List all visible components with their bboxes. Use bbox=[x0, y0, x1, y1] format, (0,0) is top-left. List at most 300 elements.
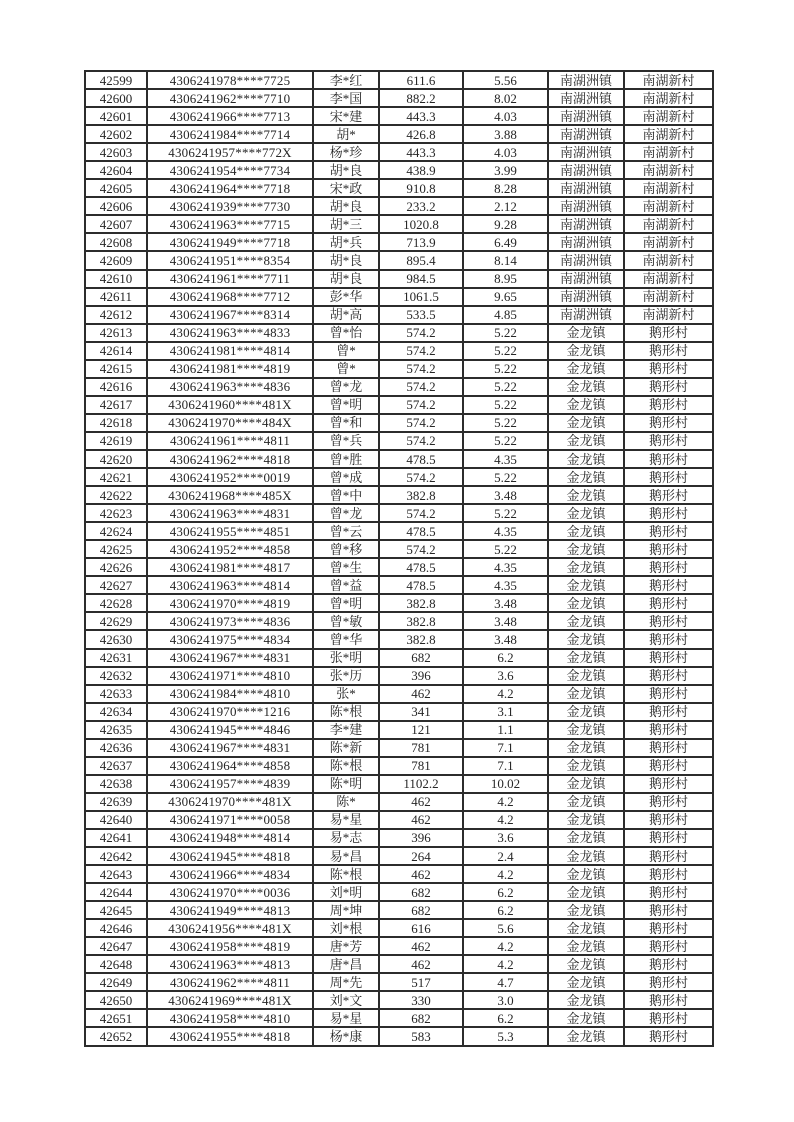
cell-town: 南湖洲镇 bbox=[548, 251, 624, 269]
cell-id-number: 4306241966****7713 bbox=[147, 107, 313, 125]
cell-id-number: 4306241967****4831 bbox=[147, 649, 313, 667]
table-row bbox=[85, 360, 713, 378]
cell-land-area: 3.1 bbox=[463, 703, 548, 721]
cell-village: 南湖新村 bbox=[624, 71, 713, 89]
cell-serial-number: 42628 bbox=[85, 594, 147, 612]
cell-serial-number: 42599 bbox=[85, 71, 147, 89]
cell-land-area: 6.49 bbox=[463, 233, 548, 251]
cell-town: 金龙镇 bbox=[548, 919, 624, 937]
cell-id-number: 4306241962****4811 bbox=[147, 973, 313, 991]
cell-land-area: 4.35 bbox=[463, 450, 548, 468]
cell-serial-number: 42637 bbox=[85, 757, 147, 775]
cell-subsidy-amount: 478.5 bbox=[379, 576, 463, 594]
cell-serial-number: 42602 bbox=[85, 125, 147, 143]
cell-subsidy-amount: 396 bbox=[379, 667, 463, 685]
cell-town: 金龙镇 bbox=[548, 594, 624, 612]
cell-land-area: 3.88 bbox=[463, 125, 548, 143]
cell-masked-name: 刘*文 bbox=[313, 991, 379, 1009]
cell-town: 金龙镇 bbox=[548, 883, 624, 901]
cell-subsidy-amount: 478.5 bbox=[379, 450, 463, 468]
table-row bbox=[85, 251, 713, 269]
cell-town: 金龙镇 bbox=[548, 432, 624, 450]
cell-town: 金龙镇 bbox=[548, 540, 624, 558]
cell-land-area: 4.2 bbox=[463, 685, 548, 703]
cell-land-area: 3.6 bbox=[463, 829, 548, 847]
cell-id-number: 4306241951****8354 bbox=[147, 251, 313, 269]
table-row bbox=[85, 955, 713, 973]
cell-serial-number: 42631 bbox=[85, 649, 147, 667]
cell-id-number: 4306241967****4831 bbox=[147, 739, 313, 757]
cell-village: 鹅形村 bbox=[624, 432, 713, 450]
cell-village: 鹅形村 bbox=[624, 793, 713, 811]
cell-town: 金龙镇 bbox=[548, 973, 624, 991]
cell-masked-name: 曾*中 bbox=[313, 486, 379, 504]
cell-id-number: 4306241952****0019 bbox=[147, 468, 313, 486]
cell-town: 金龙镇 bbox=[548, 847, 624, 865]
cell-town: 金龙镇 bbox=[548, 865, 624, 883]
cell-masked-name: 彭*华 bbox=[313, 288, 379, 306]
cell-masked-name: 曾*兵 bbox=[313, 432, 379, 450]
cell-id-number: 4306241952****4858 bbox=[147, 540, 313, 558]
cell-town: 金龙镇 bbox=[548, 811, 624, 829]
cell-serial-number: 42630 bbox=[85, 630, 147, 648]
cell-village: 南湖新村 bbox=[624, 270, 713, 288]
cell-serial-number: 42619 bbox=[85, 432, 147, 450]
cell-town: 南湖洲镇 bbox=[548, 179, 624, 197]
cell-id-number: 4306241945****4846 bbox=[147, 721, 313, 739]
cell-id-number: 4306241975****4834 bbox=[147, 630, 313, 648]
cell-id-number: 4306241973****4836 bbox=[147, 612, 313, 630]
cell-serial-number: 42649 bbox=[85, 973, 147, 991]
cell-subsidy-amount: 984.5 bbox=[379, 270, 463, 288]
cell-subsidy-amount: 882.2 bbox=[379, 89, 463, 107]
cell-serial-number: 42604 bbox=[85, 161, 147, 179]
cell-land-area: 4.2 bbox=[463, 811, 548, 829]
cell-id-number: 4306241956****481X bbox=[147, 919, 313, 937]
cell-masked-name: 曾*胜 bbox=[313, 450, 379, 468]
cell-subsidy-amount: 443.3 bbox=[379, 143, 463, 161]
cell-id-number: 4306241984****4810 bbox=[147, 685, 313, 703]
cell-masked-name: 刘*根 bbox=[313, 919, 379, 937]
table-row bbox=[85, 901, 713, 919]
table-row bbox=[85, 1027, 713, 1046]
cell-subsidy-amount: 574.2 bbox=[379, 378, 463, 396]
cell-masked-name: 李*国 bbox=[313, 89, 379, 107]
cell-village: 鹅形村 bbox=[624, 991, 713, 1009]
cell-id-number: 4306241971****0058 bbox=[147, 811, 313, 829]
cell-serial-number: 42606 bbox=[85, 197, 147, 215]
cell-masked-name: 杨*康 bbox=[313, 1027, 379, 1046]
table-row bbox=[85, 793, 713, 811]
cell-serial-number: 42634 bbox=[85, 703, 147, 721]
cell-subsidy-amount: 682 bbox=[379, 1009, 463, 1027]
cell-town: 金龙镇 bbox=[548, 486, 624, 504]
cell-land-area: 5.56 bbox=[463, 71, 548, 89]
cell-land-area: 4.2 bbox=[463, 865, 548, 883]
cell-masked-name: 李*建 bbox=[313, 721, 379, 739]
cell-serial-number: 42651 bbox=[85, 1009, 147, 1027]
table-row bbox=[85, 540, 713, 558]
cell-town: 金龙镇 bbox=[548, 414, 624, 432]
cell-masked-name: 易*星 bbox=[313, 1009, 379, 1027]
cell-id-number: 4306241963****4813 bbox=[147, 955, 313, 973]
cell-village: 鹅形村 bbox=[624, 414, 713, 432]
cell-id-number: 4306241978****7725 bbox=[147, 71, 313, 89]
cell-serial-number: 42618 bbox=[85, 414, 147, 432]
cell-village: 鹅形村 bbox=[624, 847, 713, 865]
cell-masked-name: 易*星 bbox=[313, 811, 379, 829]
cell-serial-number: 42643 bbox=[85, 865, 147, 883]
cell-masked-name: 陈*根 bbox=[313, 757, 379, 775]
cell-town: 金龙镇 bbox=[548, 396, 624, 414]
cell-land-area: 5.22 bbox=[463, 378, 548, 396]
cell-subsidy-amount: 233.2 bbox=[379, 197, 463, 215]
cell-village: 南湖新村 bbox=[624, 161, 713, 179]
table-row bbox=[85, 288, 713, 306]
cell-id-number: 4306241966****4834 bbox=[147, 865, 313, 883]
cell-serial-number: 42641 bbox=[85, 829, 147, 847]
cell-land-area: 4.35 bbox=[463, 576, 548, 594]
cell-land-area: 5.22 bbox=[463, 324, 548, 342]
cell-village: 鹅形村 bbox=[624, 937, 713, 955]
cell-land-area: 8.28 bbox=[463, 179, 548, 197]
cell-id-number: 4306241949****7718 bbox=[147, 233, 313, 251]
cell-subsidy-amount: 781 bbox=[379, 757, 463, 775]
cell-town: 金龙镇 bbox=[548, 576, 624, 594]
cell-serial-number: 42620 bbox=[85, 450, 147, 468]
cell-village: 鹅形村 bbox=[624, 739, 713, 757]
cell-masked-name: 宋*建 bbox=[313, 107, 379, 125]
cell-masked-name: 曾*华 bbox=[313, 630, 379, 648]
cell-masked-name: 胡*良 bbox=[313, 161, 379, 179]
cell-subsidy-amount: 616 bbox=[379, 919, 463, 937]
cell-subsidy-amount: 396 bbox=[379, 829, 463, 847]
cell-land-area: 1.1 bbox=[463, 721, 548, 739]
cell-serial-number: 42645 bbox=[85, 901, 147, 919]
table-row bbox=[85, 414, 713, 432]
table-row bbox=[85, 324, 713, 342]
table-row bbox=[85, 197, 713, 215]
table-row bbox=[85, 89, 713, 107]
cell-town: 南湖洲镇 bbox=[548, 233, 624, 251]
cell-id-number: 4306241960****481X bbox=[147, 396, 313, 414]
cell-village: 鹅形村 bbox=[624, 1009, 713, 1027]
cell-id-number: 4306241957****4839 bbox=[147, 775, 313, 793]
cell-serial-number: 42601 bbox=[85, 107, 147, 125]
table-row bbox=[85, 847, 713, 865]
cell-subsidy-amount: 382.8 bbox=[379, 630, 463, 648]
cell-masked-name: 曾*益 bbox=[313, 576, 379, 594]
cell-id-number: 4306241967****8314 bbox=[147, 306, 313, 324]
table-row bbox=[85, 630, 713, 648]
cell-serial-number: 42652 bbox=[85, 1027, 147, 1046]
records-table bbox=[84, 70, 714, 1047]
cell-town: 金龙镇 bbox=[548, 1027, 624, 1046]
cell-id-number: 4306241955****4818 bbox=[147, 1027, 313, 1046]
cell-serial-number: 42650 bbox=[85, 991, 147, 1009]
cell-land-area: 4.85 bbox=[463, 306, 548, 324]
table-row bbox=[85, 396, 713, 414]
table-row bbox=[85, 721, 713, 739]
table-row bbox=[85, 270, 713, 288]
cell-village: 鹅形村 bbox=[624, 324, 713, 342]
cell-land-area: 4.35 bbox=[463, 522, 548, 540]
cell-subsidy-amount: 462 bbox=[379, 685, 463, 703]
cell-serial-number: 42646 bbox=[85, 919, 147, 937]
cell-village: 鹅形村 bbox=[624, 342, 713, 360]
cell-village: 鹅形村 bbox=[624, 649, 713, 667]
cell-village: 鹅形村 bbox=[624, 757, 713, 775]
cell-town: 金龙镇 bbox=[548, 1009, 624, 1027]
cell-id-number: 4306241969****481X bbox=[147, 991, 313, 1009]
cell-subsidy-amount: 574.2 bbox=[379, 360, 463, 378]
cell-village: 鹅形村 bbox=[624, 576, 713, 594]
cell-serial-number: 42624 bbox=[85, 522, 147, 540]
cell-town: 南湖洲镇 bbox=[548, 125, 624, 143]
cell-subsidy-amount: 781 bbox=[379, 739, 463, 757]
cell-land-area: 9.65 bbox=[463, 288, 548, 306]
table-row bbox=[85, 703, 713, 721]
cell-town: 南湖洲镇 bbox=[548, 215, 624, 233]
cell-town: 金龙镇 bbox=[548, 468, 624, 486]
cell-village: 南湖新村 bbox=[624, 179, 713, 197]
cell-subsidy-amount: 583 bbox=[379, 1027, 463, 1046]
cell-masked-name: 胡*良 bbox=[313, 197, 379, 215]
cell-land-area: 5.22 bbox=[463, 342, 548, 360]
cell-town: 金龙镇 bbox=[548, 630, 624, 648]
cell-village: 鹅形村 bbox=[624, 396, 713, 414]
cell-serial-number: 42627 bbox=[85, 576, 147, 594]
cell-town: 金龙镇 bbox=[548, 937, 624, 955]
table-row bbox=[85, 143, 713, 161]
table-row bbox=[85, 522, 713, 540]
cell-serial-number: 42625 bbox=[85, 540, 147, 558]
cell-subsidy-amount: 1020.8 bbox=[379, 215, 463, 233]
cell-land-area: 7.1 bbox=[463, 739, 548, 757]
cell-subsidy-amount: 462 bbox=[379, 937, 463, 955]
cell-town: 金龙镇 bbox=[548, 991, 624, 1009]
cell-masked-name: 杨*珍 bbox=[313, 143, 379, 161]
cell-town: 南湖洲镇 bbox=[548, 89, 624, 107]
cell-id-number: 4306241955****4851 bbox=[147, 522, 313, 540]
table-row bbox=[85, 306, 713, 324]
cell-masked-name: 周*坤 bbox=[313, 901, 379, 919]
cell-serial-number: 42608 bbox=[85, 233, 147, 251]
cell-subsidy-amount: 574.2 bbox=[379, 540, 463, 558]
cell-subsidy-amount: 462 bbox=[379, 955, 463, 973]
cell-masked-name: 曾*龙 bbox=[313, 378, 379, 396]
cell-serial-number: 42633 bbox=[85, 685, 147, 703]
cell-masked-name: 唐*芳 bbox=[313, 937, 379, 955]
cell-land-area: 5.22 bbox=[463, 504, 548, 522]
cell-id-number: 4306241961****7711 bbox=[147, 270, 313, 288]
cell-town: 南湖洲镇 bbox=[548, 161, 624, 179]
cell-village: 鹅形村 bbox=[624, 450, 713, 468]
cell-masked-name: 陈*明 bbox=[313, 775, 379, 793]
cell-masked-name: 宋*政 bbox=[313, 179, 379, 197]
cell-masked-name: 张* bbox=[313, 685, 379, 703]
table-row bbox=[85, 450, 713, 468]
cell-id-number: 4306241963****4814 bbox=[147, 576, 313, 594]
cell-town: 南湖洲镇 bbox=[548, 197, 624, 215]
cell-land-area: 3.99 bbox=[463, 161, 548, 179]
cell-serial-number: 42632 bbox=[85, 667, 147, 685]
cell-subsidy-amount: 574.2 bbox=[379, 432, 463, 450]
cell-serial-number: 42609 bbox=[85, 251, 147, 269]
cell-subsidy-amount: 264 bbox=[379, 847, 463, 865]
cell-serial-number: 42607 bbox=[85, 215, 147, 233]
cell-subsidy-amount: 462 bbox=[379, 811, 463, 829]
cell-id-number: 4306241963****4836 bbox=[147, 378, 313, 396]
cell-id-number: 4306241939****7730 bbox=[147, 197, 313, 215]
cell-village: 鹅形村 bbox=[624, 667, 713, 685]
cell-village: 南湖新村 bbox=[624, 288, 713, 306]
cell-town: 南湖洲镇 bbox=[548, 107, 624, 125]
cell-id-number: 4306241984****7714 bbox=[147, 125, 313, 143]
cell-serial-number: 42638 bbox=[85, 775, 147, 793]
cell-subsidy-amount: 478.5 bbox=[379, 522, 463, 540]
table-row bbox=[85, 594, 713, 612]
cell-land-area: 5.6 bbox=[463, 919, 548, 937]
cell-subsidy-amount: 574.2 bbox=[379, 468, 463, 486]
cell-subsidy-amount: 574.2 bbox=[379, 504, 463, 522]
cell-subsidy-amount: 574.2 bbox=[379, 414, 463, 432]
table-row bbox=[85, 125, 713, 143]
cell-town: 南湖洲镇 bbox=[548, 288, 624, 306]
table-row bbox=[85, 342, 713, 360]
cell-town: 金龙镇 bbox=[548, 721, 624, 739]
table-row bbox=[85, 757, 713, 775]
cell-land-area: 6.2 bbox=[463, 883, 548, 901]
cell-id-number: 4306241949****4813 bbox=[147, 901, 313, 919]
cell-subsidy-amount: 330 bbox=[379, 991, 463, 1009]
cell-id-number: 4306241958****4819 bbox=[147, 937, 313, 955]
cell-id-number: 4306241964****4858 bbox=[147, 757, 313, 775]
table-row bbox=[85, 558, 713, 576]
cell-town: 金龙镇 bbox=[548, 775, 624, 793]
table-row bbox=[85, 504, 713, 522]
cell-serial-number: 42621 bbox=[85, 468, 147, 486]
cell-id-number: 4306241970****1216 bbox=[147, 703, 313, 721]
cell-masked-name: 曾*敏 bbox=[313, 612, 379, 630]
cell-land-area: 4.2 bbox=[463, 793, 548, 811]
table-row bbox=[85, 883, 713, 901]
cell-id-number: 4306241964****7718 bbox=[147, 179, 313, 197]
cell-masked-name: 易*志 bbox=[313, 829, 379, 847]
cell-land-area: 6.2 bbox=[463, 1009, 548, 1027]
cell-id-number: 4306241970****484X bbox=[147, 414, 313, 432]
cell-land-area: 3.0 bbox=[463, 991, 548, 1009]
cell-land-area: 10.02 bbox=[463, 775, 548, 793]
cell-serial-number: 42647 bbox=[85, 937, 147, 955]
cell-land-area: 6.2 bbox=[463, 901, 548, 919]
cell-village: 南湖新村 bbox=[624, 233, 713, 251]
cell-subsidy-amount: 382.8 bbox=[379, 486, 463, 504]
cell-village: 鹅形村 bbox=[624, 540, 713, 558]
cell-subsidy-amount: 895.4 bbox=[379, 251, 463, 269]
table-row bbox=[85, 486, 713, 504]
cell-village: 南湖新村 bbox=[624, 306, 713, 324]
table-row bbox=[85, 468, 713, 486]
cell-masked-name: 张*历 bbox=[313, 667, 379, 685]
cell-land-area: 3.48 bbox=[463, 630, 548, 648]
table-row bbox=[85, 215, 713, 233]
cell-subsidy-amount: 517 bbox=[379, 973, 463, 991]
cell-id-number: 4306241970****481X bbox=[147, 793, 313, 811]
cell-land-area: 6.2 bbox=[463, 649, 548, 667]
cell-village: 鹅形村 bbox=[624, 1027, 713, 1046]
cell-subsidy-amount: 682 bbox=[379, 649, 463, 667]
cell-town: 金龙镇 bbox=[548, 829, 624, 847]
cell-serial-number: 42635 bbox=[85, 721, 147, 739]
cell-land-area: 3.48 bbox=[463, 594, 548, 612]
cell-town: 金龙镇 bbox=[548, 667, 624, 685]
cell-serial-number: 42611 bbox=[85, 288, 147, 306]
cell-serial-number: 42622 bbox=[85, 486, 147, 504]
cell-town: 金龙镇 bbox=[548, 612, 624, 630]
cell-subsidy-amount: 574.2 bbox=[379, 396, 463, 414]
table-row bbox=[85, 811, 713, 829]
cell-id-number: 4306241954****7734 bbox=[147, 161, 313, 179]
cell-masked-name: 刘*明 bbox=[313, 883, 379, 901]
cell-id-number: 4306241971****4810 bbox=[147, 667, 313, 685]
cell-masked-name: 曾*成 bbox=[313, 468, 379, 486]
cell-subsidy-amount: 382.8 bbox=[379, 612, 463, 630]
cell-land-area: 5.22 bbox=[463, 414, 548, 432]
cell-village: 鹅形村 bbox=[624, 360, 713, 378]
cell-masked-name: 陈*根 bbox=[313, 865, 379, 883]
table-row bbox=[85, 667, 713, 685]
table-row bbox=[85, 775, 713, 793]
cell-town: 南湖洲镇 bbox=[548, 306, 624, 324]
cell-town: 金龙镇 bbox=[548, 901, 624, 919]
cell-masked-name: 曾*生 bbox=[313, 558, 379, 576]
table-row bbox=[85, 829, 713, 847]
cell-subsidy-amount: 682 bbox=[379, 901, 463, 919]
cell-id-number: 4306241948****4814 bbox=[147, 829, 313, 847]
cell-town: 金龙镇 bbox=[548, 378, 624, 396]
cell-masked-name: 胡*高 bbox=[313, 306, 379, 324]
cell-masked-name: 曾*龙 bbox=[313, 504, 379, 522]
cell-village: 鹅形村 bbox=[624, 973, 713, 991]
cell-serial-number: 42644 bbox=[85, 883, 147, 901]
cell-serial-number: 42615 bbox=[85, 360, 147, 378]
cell-land-area: 4.35 bbox=[463, 558, 548, 576]
cell-masked-name: 张*明 bbox=[313, 649, 379, 667]
cell-masked-name: 陈* bbox=[313, 793, 379, 811]
cell-masked-name: 曾*和 bbox=[313, 414, 379, 432]
cell-village: 鹅形村 bbox=[624, 883, 713, 901]
cell-subsidy-amount: 478.5 bbox=[379, 558, 463, 576]
cell-village: 南湖新村 bbox=[624, 215, 713, 233]
cell-serial-number: 42600 bbox=[85, 89, 147, 107]
cell-village: 南湖新村 bbox=[624, 125, 713, 143]
table-row bbox=[85, 161, 713, 179]
cell-land-area: 5.22 bbox=[463, 360, 548, 378]
cell-village: 鹅形村 bbox=[624, 685, 713, 703]
cell-id-number: 4306241945****4818 bbox=[147, 847, 313, 865]
cell-village: 南湖新村 bbox=[624, 251, 713, 269]
cell-serial-number: 42614 bbox=[85, 342, 147, 360]
cell-land-area: 5.22 bbox=[463, 396, 548, 414]
cell-id-number: 4306241958****4810 bbox=[147, 1009, 313, 1027]
cell-id-number: 4306241963****4833 bbox=[147, 324, 313, 342]
cell-subsidy-amount: 533.5 bbox=[379, 306, 463, 324]
cell-village: 鹅形村 bbox=[624, 901, 713, 919]
cell-subsidy-amount: 462 bbox=[379, 793, 463, 811]
cell-subsidy-amount: 574.2 bbox=[379, 342, 463, 360]
cell-subsidy-amount: 574.2 bbox=[379, 324, 463, 342]
